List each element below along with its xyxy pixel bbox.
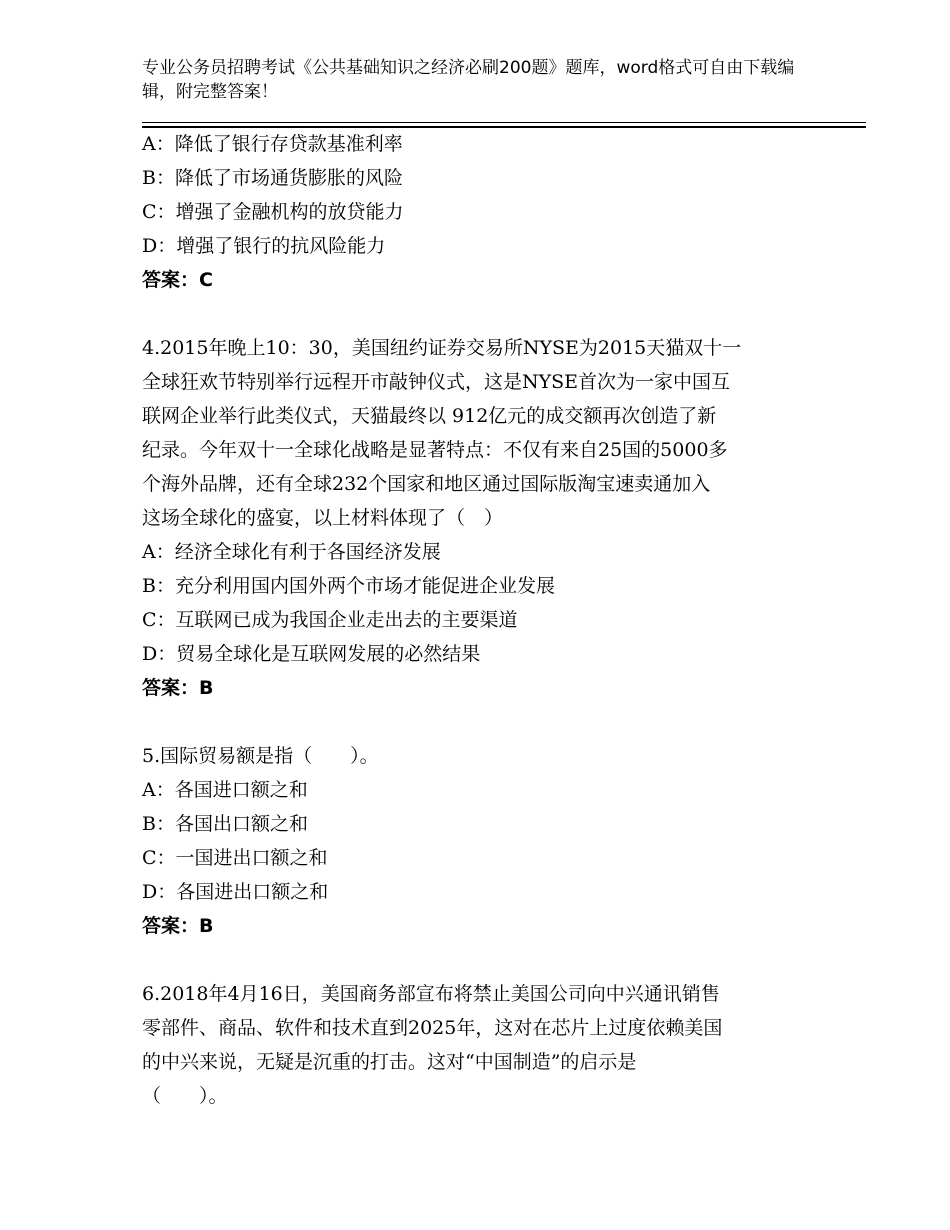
question-6-line-1: 6.2018年4月16日，美国商务部宣布将禁止美国公司向中兴通讯销售 — [142, 983, 720, 1005]
question-6-line-3: 的中兴来说，无疑是沉重的打击。这对“中国制造”的启示是 — [142, 1051, 637, 1073]
spacer — [142, 943, 842, 977]
option-a: A：各国进口额之和 — [142, 779, 308, 801]
document-header: 专业公务员招聘考试《公共基础知识之经济必刷200题》题库，word格式可自由下载编辑，附完整答案！ — [142, 58, 795, 102]
question-4-stem — [142, 331, 842, 535]
option-b: B：各国出口额之和 — [142, 813, 308, 835]
question-3-answer: 答案：C — [142, 269, 213, 291]
question-4-options — [142, 535, 842, 671]
question-4-line-6: 这场全球化的盛宴，以上材料体现了（ ） — [142, 507, 504, 529]
option-a: A：经济全球化有利于各国经济发展 — [142, 541, 441, 563]
header-rule-thin — [142, 122, 866, 123]
spacer — [142, 297, 842, 331]
question-4-line-5: 个海外品牌，还有全球232个国家和地区通过国际版淘宝速卖通加入 — [142, 473, 711, 495]
question-content — [142, 127, 842, 1113]
question-4-line-1: 4.2015年晚上10：30，美国纽约证券交易所NYSE为2015天猫双十一 — [142, 337, 742, 359]
option-a: A：降低了银行存贷款基准利率 — [142, 133, 403, 155]
question-6-line-2: 零部件、商品、软件和技术直到2025年，这对在芯片上过度依赖美国 — [142, 1017, 723, 1039]
question-6-line-4: （ ）。 — [142, 1085, 228, 1107]
option-d: D：增强了银行的抗风险能力 — [142, 235, 386, 257]
question-4-line-4: 纪录。今年双十一全球化战略是显著特点：不仅有来自25国的5000多 — [142, 439, 728, 461]
option-b: B：降低了市场通货膨胀的风险 — [142, 167, 403, 189]
question-4-line-2: 全球狂欢节特别举行远程开市敲钟仪式，这是NYSE首次为一家中国互 — [142, 371, 731, 393]
question-5-options — [142, 773, 842, 909]
option-d: D：各国进出口额之和 — [142, 881, 329, 903]
option-b: B：充分利用国内国外两个市场才能促进企业发展 — [142, 575, 555, 597]
spacer — [142, 705, 842, 739]
question-5-answer: 答案：B — [142, 915, 214, 937]
option-c: C：一国进出口额之和 — [142, 847, 328, 869]
option-c: C：增强了金融机构的放贷能力 — [142, 201, 404, 223]
question-4-line-3: 联网企业举行此类仪式，天猫最终以 912亿元的成交额再次创造了新 — [142, 405, 717, 427]
question-4-answer: 答案：B — [142, 677, 214, 699]
question-5-stem: 5.国际贸易额是指（ ）。 — [142, 745, 379, 767]
question-6-stem — [142, 977, 842, 1113]
option-c: C：互联网已成为我国企业走出去的主要渠道 — [142, 609, 518, 631]
option-d: D：贸易全球化是互联网发展的必然结果 — [142, 643, 481, 665]
question-3-options — [142, 127, 842, 263]
